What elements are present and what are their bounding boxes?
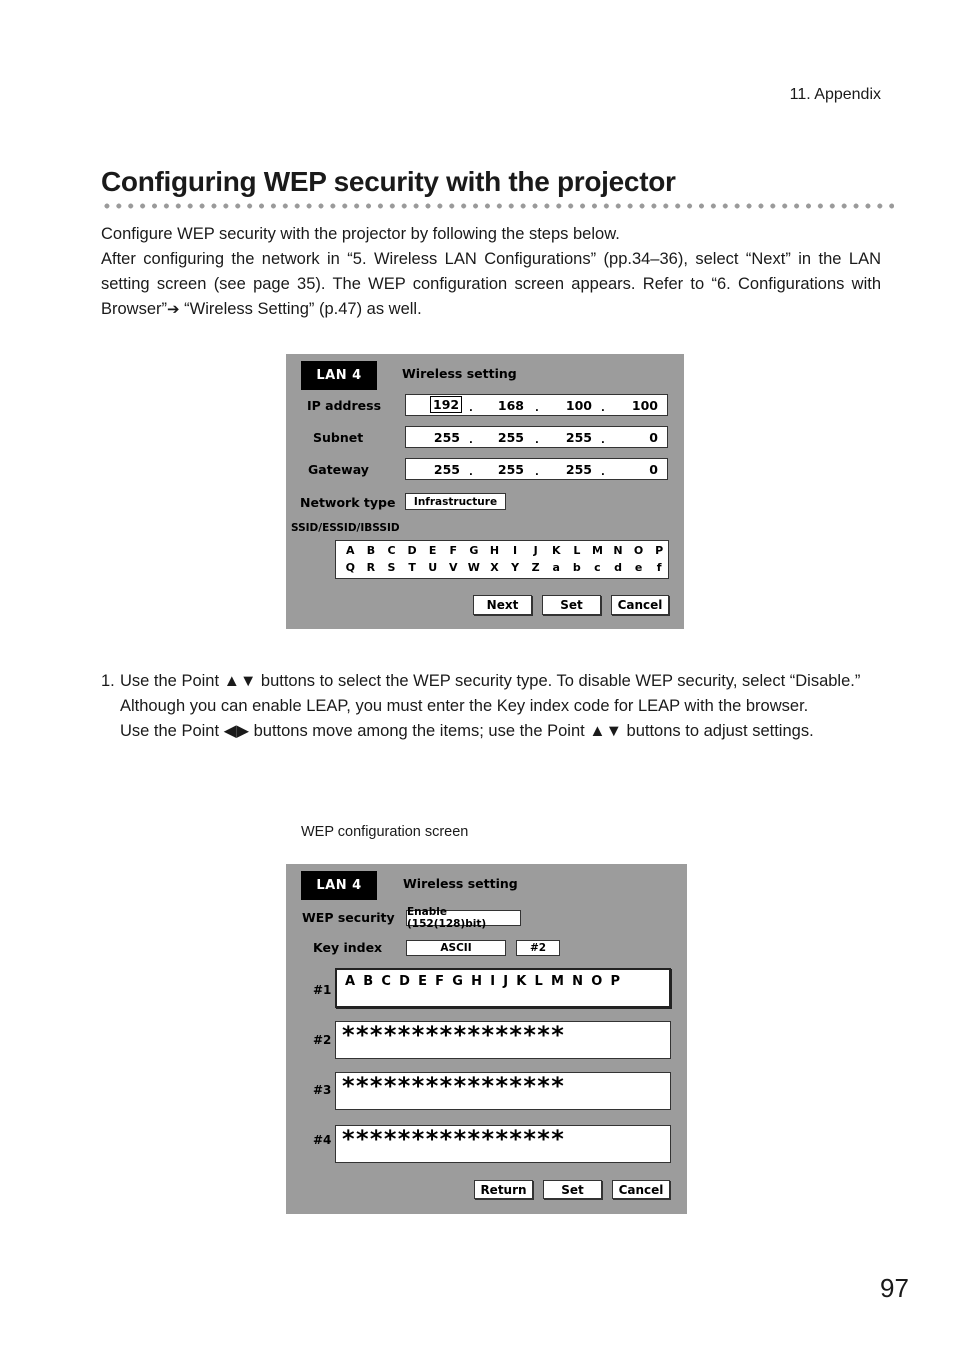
gateway-octet-3[interactable]: 255 (565, 462, 592, 477)
subnet-octet-4[interactable]: 0 (649, 430, 658, 445)
intro-line-2: After configuring the network in “5. Wireless LAN Configurations” (pp.34–36), select “Next” in the LAN setting screen (see page 35). The WEP configuration screen appears. Refer to “6. Configurations with Browser”➔ “Wireless Setting” (p.47) as well. (101, 250, 881, 318)
ssid-char-row-2: Q R S T U V W X Y Z a b c d e f (345, 561, 662, 574)
step-paragraph-1: Use the Point ▲▼ buttons to select the WEP security type. To disable WEP security, select “Disable.” (120, 672, 861, 690)
screen-heading: Wireless setting (403, 876, 518, 891)
key-4-label: #4 (313, 1133, 332, 1147)
key-3-field[interactable] (335, 1072, 671, 1110)
subnet-label: Subnet (313, 430, 364, 445)
ssid-char-row-1: A B C D E F G H I J K L M N O P (346, 544, 664, 557)
network-type-label: Network type (300, 495, 396, 510)
key-3-value: **************** (342, 1072, 566, 1100)
lan-setting-screen (286, 354, 684, 629)
wep-security-select[interactable]: Enable (152(128)bit) (406, 910, 521, 926)
ssid-char-grid[interactable] (335, 540, 669, 579)
subnet-field[interactable]: 255 . 255 . 255 . 0 (405, 426, 668, 448)
set-button[interactable]: Set (542, 595, 601, 615)
section-label: 11. Appendix (789, 86, 881, 103)
step-number: 1. (101, 672, 115, 690)
key-1-value: ABCDEFGHIJKLMNOP (345, 974, 629, 989)
intro-line-1: Configure WEP security with the projector by following the steps below. (101, 225, 620, 243)
key-index-label: Key index (313, 940, 383, 955)
key-1-label: #1 (313, 983, 332, 997)
step-paragraph-2: Although you can enable LEAP, you must enter the Key index code for LEAP with the browser. (120, 697, 809, 715)
dotted-divider (101, 203, 894, 209)
ip-octet-3[interactable]: 100 (565, 398, 592, 413)
ip-octet-4[interactable]: 100 (631, 398, 658, 413)
instruction-steps (101, 669, 881, 744)
wep-security-label: WEP security (302, 910, 395, 925)
arrow-right-icon: ➔ (167, 301, 180, 318)
ip-octet-2[interactable]: 168 (497, 398, 524, 413)
key-2-field[interactable] (335, 1021, 671, 1059)
gateway-label: Gateway (308, 462, 369, 477)
key-3-label: #3 (313, 1083, 332, 1097)
key-2-label: #2 (313, 1033, 332, 1047)
ip-octet-1[interactable]: 192 (430, 396, 462, 413)
wep-configuration-screen (286, 864, 687, 1214)
step-paragraph-3: Use the Point ◀▶ buttons move among the items; use the Point ▲▼ buttons to adjust settings. (120, 722, 814, 740)
ip-address-field[interactable]: 192 . 168 . 100 . 100 (405, 394, 668, 416)
intro-text (101, 222, 881, 322)
lan-label: LAN 4 (301, 361, 377, 390)
gateway-octet-4[interactable]: 0 (649, 462, 658, 477)
key-1-field[interactable] (335, 968, 671, 1008)
screen-heading: Wireless setting (402, 366, 517, 381)
gateway-octet-1[interactable]: 255 (433, 462, 460, 477)
key-2-value: **************** (342, 1021, 566, 1049)
set-button[interactable]: Set (543, 1180, 602, 1199)
subnet-octet-2[interactable]: 255 (497, 430, 524, 445)
return-button[interactable]: Return (474, 1180, 533, 1199)
key-4-value: **************** (342, 1125, 566, 1153)
lan-label: LAN 4 (301, 871, 377, 900)
page-title: Configuring WEP security with the projector (101, 166, 676, 197)
subnet-octet-1[interactable]: 255 (433, 430, 460, 445)
page-number: 97 (880, 1273, 909, 1303)
gateway-octet-2[interactable]: 255 (497, 462, 524, 477)
key-format-select[interactable]: ASCII (406, 940, 506, 956)
subnet-octet-3[interactable]: 255 (565, 430, 592, 445)
cancel-button[interactable]: Cancel (611, 595, 669, 615)
figure-caption: WEP configuration screen (301, 824, 469, 840)
gateway-field[interactable]: 255 . 255 . 255 . 0 (405, 458, 668, 480)
key-number-select[interactable]: #2 (516, 940, 560, 956)
next-button[interactable]: Next (473, 595, 532, 615)
cancel-button[interactable]: Cancel (612, 1180, 670, 1199)
key-4-field[interactable] (335, 1125, 671, 1163)
network-type-select[interactable]: Infrastructure (405, 493, 506, 510)
ip-address-label: IP address (307, 398, 382, 413)
ssid-label: SSID/ESSID/IBSSID (291, 522, 400, 534)
